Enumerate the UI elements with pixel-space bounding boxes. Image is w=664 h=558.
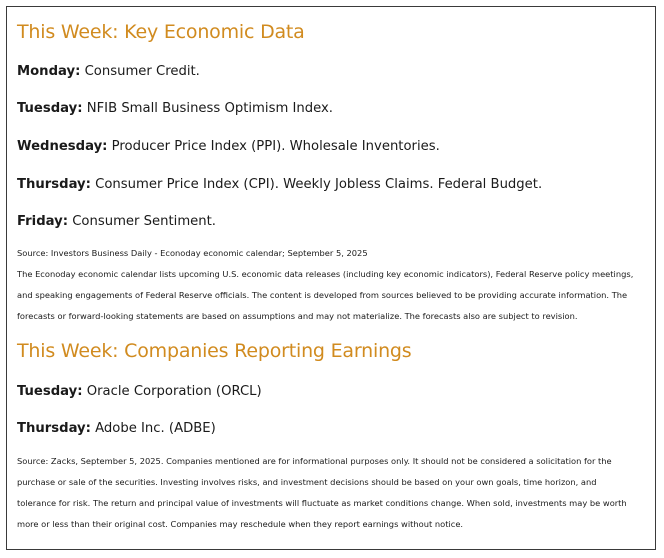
earnings-list: [17, 383, 645, 438]
economic-data-list: [17, 63, 645, 231]
content-frame: [6, 6, 656, 550]
source-note-economic-data: [17, 243, 645, 327]
list-item: [17, 383, 645, 401]
day-label: Monday:: [17, 64, 81, 79]
event-text: Producer Price Index (PPI). Wholesale Inventories.: [111, 139, 440, 154]
day-label: Friday:: [17, 214, 68, 229]
source-line: and speaking engagements of Federal Reserve officials. The content is developed from sources believed to be providing accurate information. The: [17, 290, 628, 300]
day-label: Thursday:: [17, 177, 91, 192]
day-label: Tuesday:: [17, 101, 83, 116]
list-item: [17, 213, 645, 231]
source-line: forecasts or forward-looking statements are based on assumptions and may not materialize. The forecasts also are subject to revision.: [17, 311, 578, 321]
source-line: Source: Zacks, September 5, 2025. Companies mentioned are for informational purposes only. It should not be considered a solicitation for the: [17, 456, 612, 466]
event-text: Consumer Sentiment.: [72, 214, 216, 229]
list-item: [17, 100, 645, 118]
day-label: Thursday:: [17, 421, 91, 436]
list-item: [17, 138, 645, 156]
event-text: Consumer Credit.: [84, 64, 200, 79]
source-line: The Econoday economic calendar lists upcoming U.S. economic data releases (including key economic indicators), Federal Reserve policy meetings,: [17, 269, 634, 279]
source-line: purchase or sale of the securities. Investing involves risks, and investment decisions should be based on your own goals, time horizon, and: [17, 477, 597, 487]
day-label: Wednesday:: [17, 139, 108, 154]
company-text: Adobe Inc. (ADBE): [95, 421, 216, 436]
section-title-economic-data: This Week: Key Economic Data: [17, 21, 305, 43]
list-item: [17, 176, 645, 194]
day-label: Tuesday:: [17, 384, 83, 399]
source-line: Source: Investors Business Daily - Econoday economic calendar; September 5, 2025: [17, 248, 368, 258]
section-title-earnings: This Week: Companies Reporting Earnings: [17, 340, 412, 362]
list-item: [17, 63, 645, 81]
source-line: tolerance for risk. The return and principal value of investments will fluctuate as market conditions change. When sold, investments may be worth: [17, 498, 627, 508]
company-text: Oracle Corporation (ORCL): [86, 384, 262, 399]
source-line: more or less than their original cost. Companies may reschedule when they report earnings without notice.: [17, 519, 464, 529]
event-text: Consumer Price Index (CPI). Weekly Jobless Claims. Federal Budget.: [95, 177, 543, 192]
list-item: [17, 420, 645, 438]
event-text: NFIB Small Business Optimism Index.: [86, 101, 333, 116]
source-note-earnings: [17, 451, 645, 535]
